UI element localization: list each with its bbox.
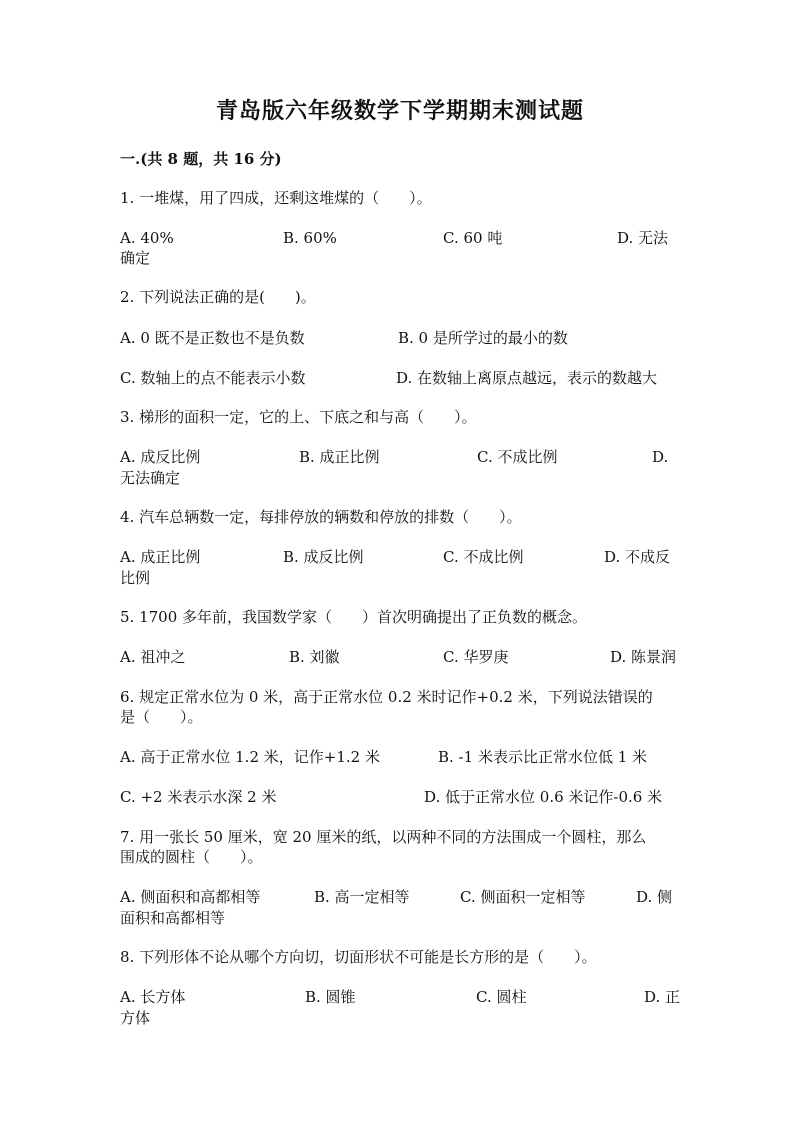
q3-option-b: B. 成正比例 — [299, 448, 380, 466]
q6-option-c: C. +2 米表示水深 2 米 — [120, 788, 277, 806]
question-5-stem: 5. 1700 多年前，我国数学家（ ）首次明确提出了正负数的概念。 — [120, 608, 588, 626]
q1-option-b: B. 60% — [283, 229, 337, 247]
q7-option-a: A. 侧面积和高都相等 — [120, 888, 261, 906]
q1-option-c: C. 60 吨 — [443, 229, 503, 247]
q5-option-a: A. 祖冲之 — [120, 648, 186, 666]
question-7-stem: 7. 用一张长 50 厘米，宽 20 厘米的纸，以两种不同的方法围成一个圆柱，那么 — [120, 828, 647, 846]
q8-option-d-wrap: 方体 — [120, 1009, 151, 1027]
section-heading: 一.(共 8 题，共 16 分) — [120, 150, 282, 168]
q2-option-b: B. 0 是所学过的最小的数 — [398, 329, 568, 347]
question-6-stem: 6. 规定正常水位为 0 米，高于正常水位 0.2 米时记作+0.2 米，下列说法错误的 — [120, 688, 653, 706]
q3-option-d: D. — [652, 448, 669, 466]
q8-option-a: A. 长方体 — [120, 988, 186, 1006]
q2-option-a: A. 0 既不是正数也不是负数 — [120, 329, 305, 347]
q1-option-d-wrap: 确定 — [120, 249, 151, 267]
q7-option-c: C. 侧面积一定相等 — [460, 888, 586, 906]
question-3-stem: 3. 梯形的面积一定，它的上、下底之和与高（ ）。 — [120, 408, 477, 426]
q4-option-d-wrap: 比例 — [120, 569, 151, 587]
q8-option-c: C. 圆柱 — [476, 988, 527, 1006]
q3-option-c: C. 不成比例 — [477, 448, 558, 466]
q8-option-b: B. 圆锥 — [305, 988, 356, 1006]
q4-option-a: A. 成正比例 — [120, 548, 201, 566]
q7-option-d-wrap: 面积和高都相等 — [120, 909, 226, 927]
q5-option-b: B. 刘徽 — [289, 648, 340, 666]
q1-option-a: A. 40% — [120, 229, 174, 247]
q3-option-a: A. 成反比例 — [120, 448, 201, 466]
q4-option-c: C. 不成比例 — [443, 548, 524, 566]
question-4-stem: 4. 汽车总辆数一定，每排停放的辆数和停放的排数（ ）。 — [120, 508, 522, 526]
q2-option-c: C. 数轴上的点不能表示小数 — [120, 369, 306, 387]
q3-option-d-wrap: 无法确定 — [120, 469, 181, 487]
q5-option-d: D. 陈景润 — [610, 648, 677, 666]
q8-option-d: D. 正 — [644, 988, 681, 1006]
q7-option-b: B. 高一定相等 — [314, 888, 410, 906]
page-title: 青岛版六年级数学下学期期末测试题 — [215, 98, 584, 124]
q6-option-b: B. -1 米表示比正常水位低 1 米 — [438, 748, 648, 766]
q1-option-d: D. 无法 — [617, 229, 669, 247]
q6-option-a: A. 高于正常水位 1.2 米，记作+1.2 米 — [120, 748, 380, 766]
q7-option-d: D. 侧 — [636, 888, 673, 906]
q4-option-d: D. 不成反 — [604, 548, 671, 566]
q2-option-d: D. 在数轴上离原点越远，表示的数越大 — [396, 369, 658, 387]
question-7-stem-cont: 围成的圆柱（ ）。 — [120, 848, 263, 866]
q6-option-d: D. 低于正常水位 0.6 米记作-0.6 米 — [424, 788, 663, 806]
question-8-stem: 8. 下列形体不论从哪个方向切，切面形状不可能是长方形的是（ ）。 — [120, 948, 597, 966]
q5-option-c: C. 华罗庚 — [443, 648, 509, 666]
question-6-stem-cont: 是（ ）。 — [120, 708, 203, 726]
question-1-stem: 1. 一堆煤，用了四成，还剩这堆煤的（ ）。 — [120, 189, 432, 207]
question-2-stem: 2. 下列说法正确的是( )。 — [120, 288, 316, 306]
q4-option-b: B. 成反比例 — [283, 548, 364, 566]
